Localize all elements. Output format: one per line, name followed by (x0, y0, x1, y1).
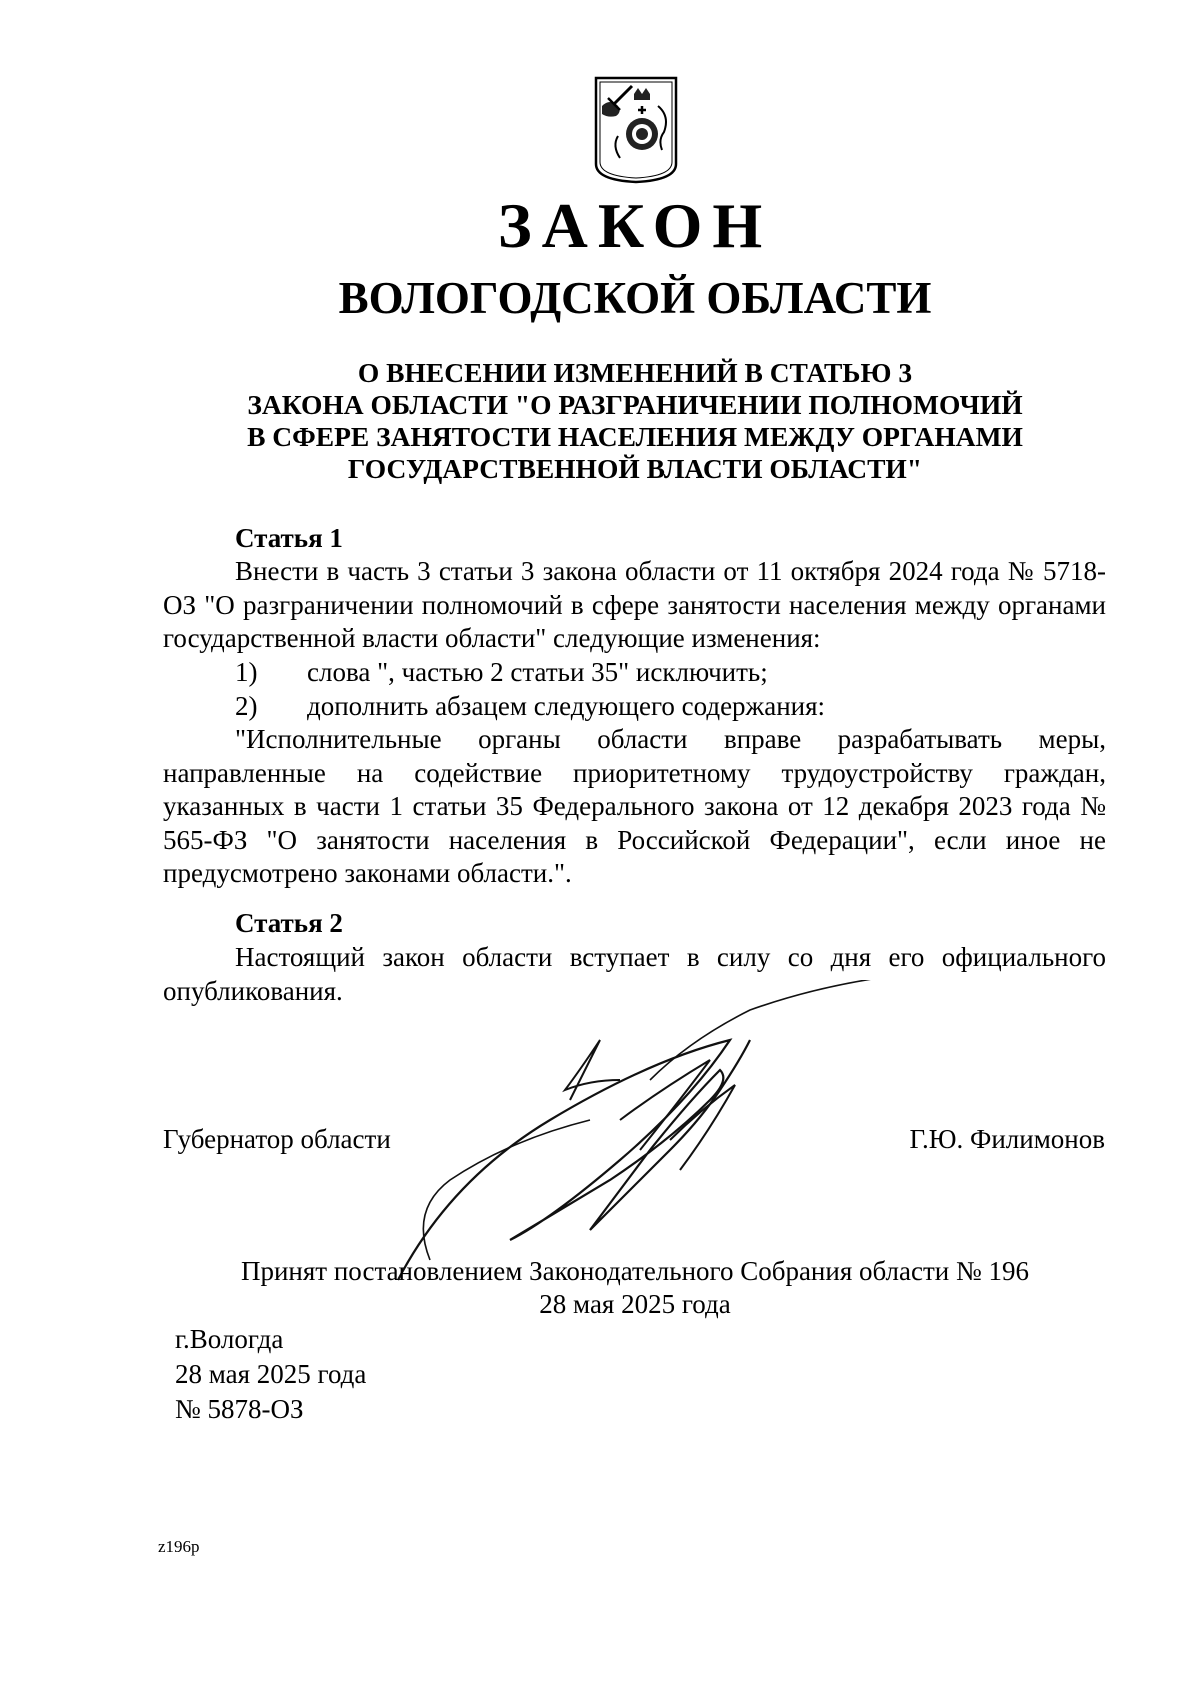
adoption-date: 28 мая 2025 года (539, 1289, 731, 1319)
subject-line: ЗАКОНА ОБЛАСТИ "О РАЗГРАНИЧЕНИИ ПОЛНОМОЧИЙ (247, 389, 1023, 420)
city: г.Вологда (175, 1324, 284, 1354)
list-item-number: 1) (235, 657, 258, 687)
article-2-heading: Статья 2 (235, 908, 343, 938)
coat-of-arms-emblem (592, 76, 680, 184)
signatory-position: Губернатор области (163, 1124, 391, 1154)
list-item-text: дополнить абзацем следующего содержания: (307, 691, 826, 721)
document-code: z196p (158, 1537, 200, 1556)
signatory-name: Г.Ю. Филимонов (909, 1124, 1105, 1154)
handwritten-signature (390, 980, 930, 1300)
law-title: ЗАКОН (497, 190, 773, 261)
list-item (235, 690, 825, 723)
list-item-text: слова ", частью 2 статьи 35" исключить; (307, 657, 768, 687)
article-1-heading: Статья 1 (235, 523, 343, 553)
law-number: № 5878-ОЗ (175, 1394, 304, 1424)
adoption-line: Принят постановлением Законодательного Собрания области № 196 (240, 1256, 1030, 1286)
adoption-info (0, 1255, 1200, 1321)
law-subject-title (180, 357, 1090, 485)
article-1-quote: "Исполнительные органы области вправе разрабатывать меры, направленные на содействие приоритетному трудоустройству граждан, указанных в части 1 статьи 35 Федерального закона от 12 декабря 2023 года № 565-ФЗ "О занятости населения в Российской Федерации", если иное не предусмотрено законами области.". (163, 724, 1106, 888)
signing-date: 28 мая 2025 года (175, 1359, 367, 1389)
region-title: ВОЛОГОДСКОЙ ОБЛАСТИ (338, 273, 932, 323)
list-item (235, 656, 768, 689)
subject-line: В СФЕРЕ ЗАНЯТОСТИ НАСЕЛЕНИЯ МЕЖДУ ОРГАНАМИ (247, 421, 1023, 452)
place-date-number (175, 1322, 366, 1427)
list-item-number: 2) (235, 691, 258, 721)
subject-line: ГОСУДАРСТВЕННОЙ ВЛАСТИ ОБЛАСТИ" (347, 453, 923, 484)
article-2-text: Настоящий закон области вступает в силу со дня его официального опубликования. (163, 942, 1106, 1006)
article-1-intro: Внести в часть 3 статьи 3 закона области от 11 октября 2024 года № 5718-ОЗ "О разграничении полномочий в сфере занятости населения между органами государственной власти области" следующие изменения: (163, 556, 1106, 653)
subject-line: О ВНЕСЕНИИ ИЗМЕНЕНИЙ В СТАТЬЮ 3 (357, 357, 913, 388)
